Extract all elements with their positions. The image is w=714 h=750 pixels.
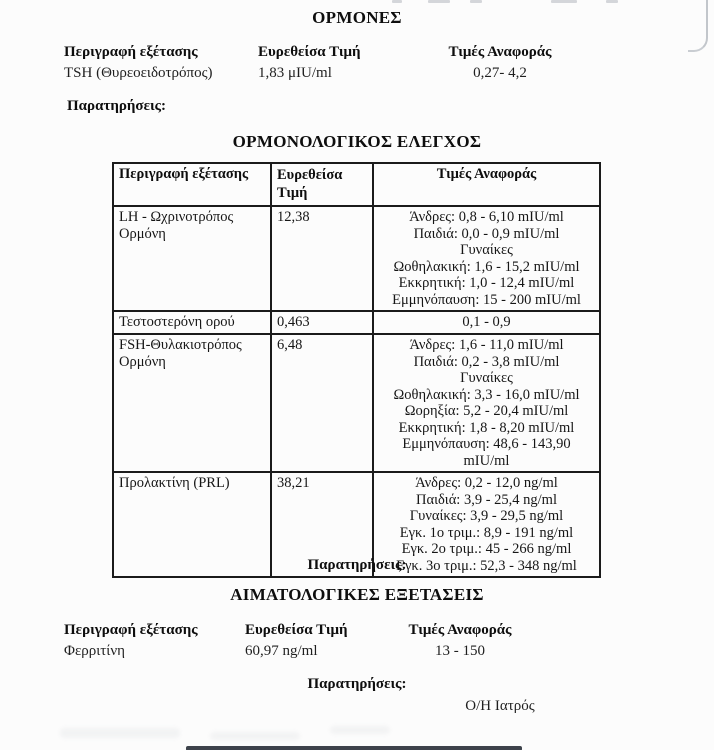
column-header-found-value: Ευρεθείσα Τιμή (245, 622, 348, 638)
section-title-hematology: ΑΙΜΑΤΟΛΟΓΙΚΕΣ ΕΞΕΤΑΣΕΙΣ (230, 585, 484, 604)
hormone-panel-table (112, 162, 601, 578)
scan-artifact-smudge (210, 732, 300, 740)
reference-line: Εγκ. 1ο τριμ.: 8,9 - 191 ng/ml (399, 524, 574, 541)
scan-artifact-fragment (606, 0, 618, 3)
reference-line: Άνδρες: 0,2 - 12,0 ng/ml (415, 475, 558, 491)
reference-line: Εγκ. 2ο τριμ.: 45 - 266 ng/ml (401, 541, 572, 557)
test-reference-range: 0,27- 4,2 (473, 65, 527, 81)
notes-label: Παρατηρήσεις: (67, 98, 166, 114)
scan-artifact-smudge (60, 728, 180, 738)
scan-artifact-fragment (470, 0, 482, 3)
table-row (113, 311, 600, 334)
hormone-panel-table-body (113, 206, 600, 577)
section-title-hormones: ΟΡΜΟΝΕΣ (312, 8, 402, 27)
scan-artifact-smudge (330, 726, 390, 734)
scan-artifact-fragment (551, 0, 577, 3)
reference-line: Παιδιά: 3,9 - 25,4 ng/ml (416, 491, 557, 508)
reference-line: Εμμηνόπαυση: 15 - 200 mIU/ml (392, 291, 581, 308)
column-header-found-value: Ευρεθείσα Τιμή (271, 163, 373, 206)
reference-values-cell (373, 311, 600, 334)
reference-line: Παιδιά: 0,2 - 3,8 mIU/ml (413, 353, 560, 370)
column-header-reference-values: Τιμές Αναφοράς (373, 163, 600, 206)
reference-line: 0,1 - 0,9 (462, 314, 511, 330)
test-result-value: 1,83 μIU/ml (258, 65, 332, 81)
column-header-reference-values: Τιμές Αναφοράς (408, 622, 512, 638)
reference-line: Γυναίκες (460, 370, 513, 386)
notes-label: Παρατηρήσεις: (307, 676, 407, 692)
bottom-dark-bar (186, 746, 522, 750)
test-name-cell: FSH-Θυλακιοτρόπος Ορμόνη (113, 334, 271, 472)
reference-line: Ωορηξία: 5,2 - 20,4 mIU/ml (404, 403, 569, 419)
scan-artifact-fragment (392, 0, 402, 3)
test-name: TSH (Θυρεοειδοτρόπος) (64, 65, 213, 81)
reference-line: Εμμηνόπαυση: 48,6 - 143,90 mIU/ml (402, 436, 571, 469)
reference-values-cell (373, 206, 600, 311)
notes-label: Παρατηρήσεις: (307, 557, 407, 573)
reference-line: Ωοθηλακική: 1,6 - 15,2 mIU/ml (393, 258, 580, 275)
section-title-hormone-panel: ΟΡΜΟΝΟΛΟΓΙΚΟΣ ΕΛΕΓΧΟΣ (232, 132, 482, 151)
column-header-reference-values: Τιμές Αναφοράς (448, 44, 552, 60)
test-name-cell: Τεστοστερόνη ορού (113, 311, 271, 334)
table-row (113, 206, 600, 311)
scan-artifact-fragment (428, 0, 450, 3)
reference-line: Ωοθηλακική: 3,3 - 16,0 mIU/ml (393, 386, 580, 403)
reference-line: Εκκρητική: 1,0 - 12,4 mIU/ml (398, 275, 575, 291)
reference-line: Παιδιά: 0,0 - 0,9 mIU/ml (413, 225, 560, 242)
table-header-row (113, 163, 600, 206)
test-result-value: 60,97 ng/ml (245, 643, 318, 659)
result-value-cell: 0,463 (271, 311, 373, 334)
test-name-cell: LH - Ωχρινοτρόπος Ορμόνη (113, 206, 271, 311)
test-reference-range: 13 - 150 (435, 643, 485, 659)
reference-values-cell (373, 334, 600, 472)
reference-line: Εκκρητική: 1,8 - 8,20 mIU/ml (398, 419, 575, 436)
reference-line: Γυναίκες (460, 242, 513, 258)
reference-line: Άνδρες: 1,6 - 11,0 mIU/ml (409, 337, 564, 353)
result-value-cell: 12,38 (271, 206, 373, 311)
reference-line: Εγκ. 3ο τριμ.: 52,3 - 348 ng/ml (396, 557, 577, 574)
column-header-description: Περιγραφή εξέτασης (64, 44, 198, 60)
result-value-cell: 6,48 (271, 334, 373, 472)
reference-line: Άνδρες: 0,8 - 6,10 mIU/ml (409, 209, 564, 225)
column-header-description: Περιγραφή εξέτασης (64, 622, 198, 638)
column-header-description: Περιγραφή εξέτασης (113, 163, 271, 206)
table-row (113, 334, 600, 472)
test-name: Φερριτίνη (64, 643, 125, 659)
reference-line: Γυναίκες: 3,9 - 29,5 ng/ml (409, 508, 564, 524)
doctor-signature-label: Ο/Η Ιατρός (465, 698, 535, 714)
result-value-cell: 38,21 (271, 472, 373, 577)
column-header-found-value: Ευρεθείσα Τιμή (258, 44, 361, 60)
test-name-cell: Προλακτίνη (PRL) (113, 472, 271, 577)
